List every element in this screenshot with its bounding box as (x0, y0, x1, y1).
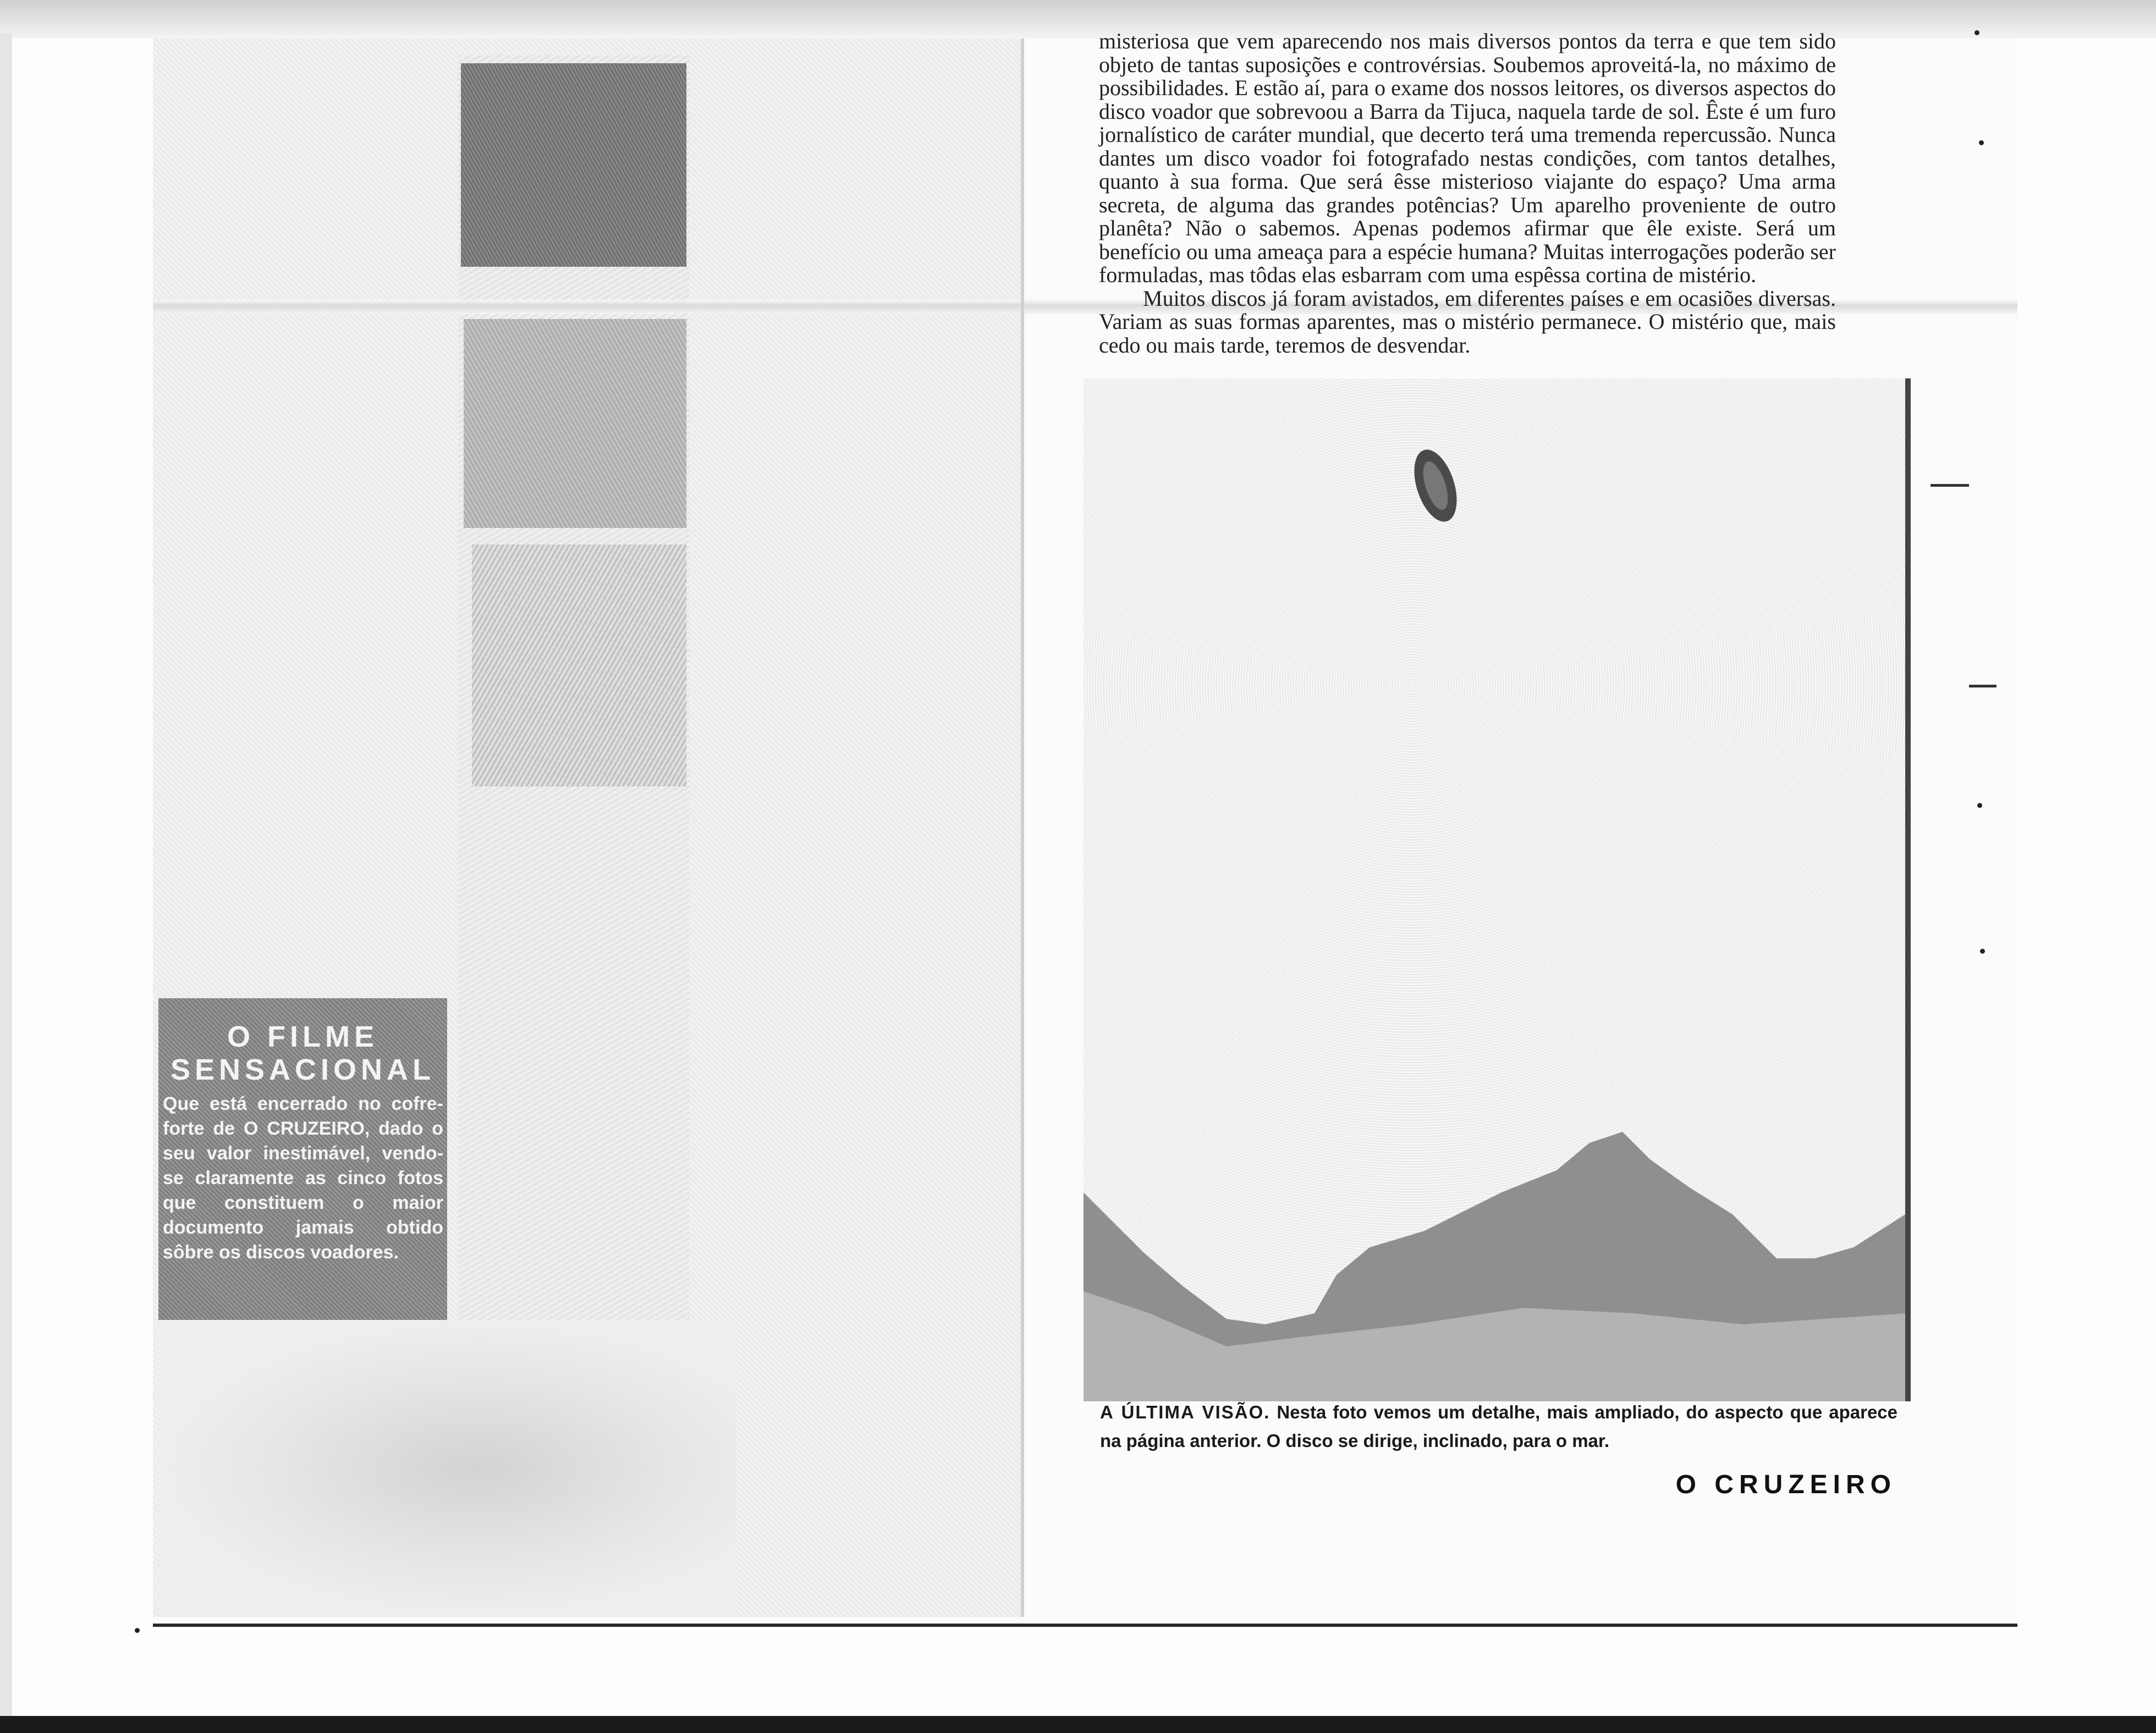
page-gutter (1021, 38, 1024, 1617)
sidebar-title-line-2: SENSACIONAL (170, 1053, 436, 1086)
caption-text: Nesta foto vemos um detalhe, mais ampliado, do aspecto que aparece na página anterior. O disco se dirige, inclinado, para o mar. (1100, 1402, 1898, 1451)
caption-lead: A ÚLTIMA VISÃO. (1100, 1402, 1270, 1422)
film-frame-light (472, 544, 686, 786)
scan-bottom-edge (0, 1716, 2156, 1733)
article-text (1099, 30, 1836, 357)
film-frame-mid (464, 319, 686, 528)
sidebar-box-title (158, 1020, 447, 1086)
margin-mark (1931, 484, 1969, 487)
dust-speck (1979, 140, 1984, 145)
magazine-spread (153, 29, 2017, 1627)
dust-speck (1980, 949, 1985, 954)
scan-left-edge (0, 33, 12, 1716)
magazine-name: O CRUZEIRO (1675, 1470, 1896, 1499)
sidebar-box (158, 998, 447, 1320)
dust-speck (135, 1628, 140, 1633)
sidebar-title-line-1: O FILME (227, 1020, 378, 1053)
hand-holding-film (158, 1320, 736, 1617)
dust-speck (1977, 803, 1982, 808)
sidebar-box-body: Que está encerrado no cofre-forte de O CRUZEIRO, dado o seu valor inestimável, vendo-se claramente as cinco fotos que constituem o maior documento jamais obtido sôbre os discos voadores. (163, 1093, 443, 1263)
margin-mark (1969, 685, 1997, 687)
film-frame-dark (461, 63, 686, 267)
ufo-photo-drawing (1084, 378, 1905, 1401)
photo-caption (1100, 1398, 1898, 1455)
ufo-photo (1084, 378, 1911, 1401)
dust-speck (1975, 30, 1979, 35)
article-paragraph-1: misteriosa que vem aparecendo nos mais diversos pontos da terra e que tem sido objeto de tantas suposições e controvérsias. Soubemos aproveitá-la, no máximo de possibilidades. E estão aí, para o exame dos nossos leitores, os diversos aspectos do disco voador que sobrevoou a Barra da Tijuca, naquela tarde de sol. Êste é um furo jornalístico de caráter mundial, que decerto terá uma tremenda repercussão. Nunca dantes um disco voador foi fotografado nestas condições, com tantos detalhes, quanto à sua forma. Que será êsse misterioso viajante do espaço? Uma arma secreta, de alguma das grandes potências? Um aparelho proveniente de outro planêta? Não o sabemos. Apenas podemos afirmar que êle existe. Será um benefício ou uma ameaça para a espécie humana? Muitas interrogações poderão ser formuladas, mas tôdas elas esbarram com uma espêssa cortina de mistério. (1099, 29, 1836, 287)
article-paragraph-2: Muitos discos já foram avistados, em diferentes países e em ocasiões diversas. Variam as suas formas aparentes, mas o mistério permanece. O mistério que, mais cedo ou mais tarde, teremos de desvendar. (1099, 285, 1836, 357)
